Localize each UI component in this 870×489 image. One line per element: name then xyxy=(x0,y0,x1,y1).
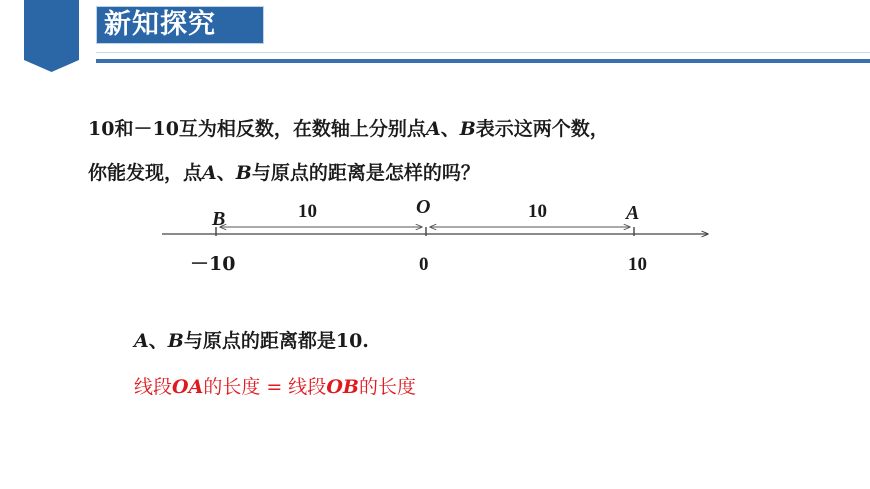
text-segment: 的长度 xyxy=(358,376,416,398)
point-a-symbol: A xyxy=(202,162,217,184)
value-label-o: 0 xyxy=(419,254,429,275)
point-a-symbol: A xyxy=(425,118,441,140)
point-a-label: A xyxy=(626,202,640,224)
point-b-symbol: B xyxy=(167,330,184,352)
point-a-symbol: A xyxy=(134,330,149,352)
conclusion-line-1 xyxy=(134,326,369,353)
text-segment: 与原点的距离是怎样的吗？ xyxy=(251,162,480,184)
point-b-symbol: B xyxy=(459,118,476,140)
text-segment: 线段 xyxy=(134,376,173,398)
text-segment: 你能发现，点 xyxy=(88,162,203,184)
conclusion-line-2 xyxy=(134,372,416,399)
point-b-symbol: B xyxy=(235,162,252,184)
text-segment: 与原点的距离都是 xyxy=(183,330,336,352)
text-segment: 互为相反数，在数轴上分别点 xyxy=(178,118,426,140)
value-label-a: 10 xyxy=(628,254,647,275)
page-title: 新知探究 xyxy=(104,9,216,40)
text-segment: 、 xyxy=(440,118,460,140)
text-segment: 表示这两个数， xyxy=(475,118,609,140)
point-o-label: O xyxy=(416,196,431,218)
text-segment: 10 xyxy=(88,118,115,140)
segment-oa-symbol: OA xyxy=(172,376,204,398)
value-label-b: －10 xyxy=(190,253,236,275)
text-segment: 10 xyxy=(152,118,179,140)
text-segment: 、 xyxy=(216,162,236,184)
text-segment: 和－ xyxy=(114,118,153,140)
text-segment: 10. xyxy=(335,330,369,352)
text-segment: 的长度 = 线段 xyxy=(203,376,327,398)
segment-ob-symbol: OB xyxy=(326,376,359,398)
point-b-label: B xyxy=(212,208,226,230)
distance-label-right: 10 xyxy=(528,201,547,222)
text-segment: 、 xyxy=(148,330,168,352)
distance-label-left: 10 xyxy=(298,201,317,222)
